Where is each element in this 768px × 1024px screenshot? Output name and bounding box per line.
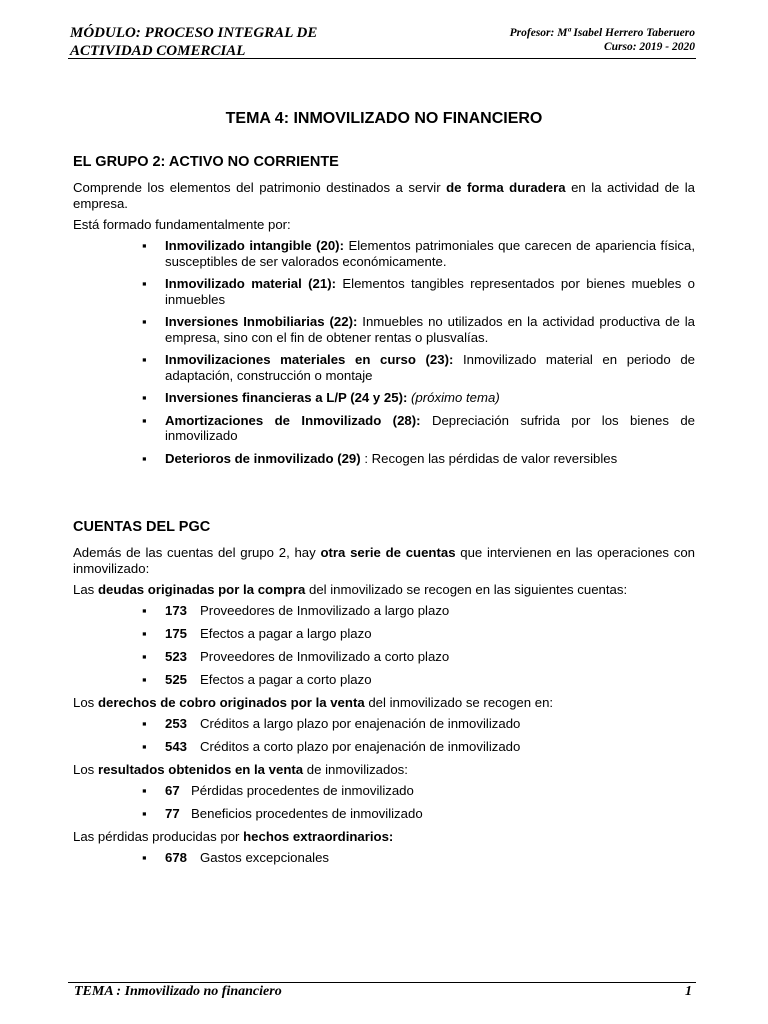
asset-item-label: Inmovilizaciones materiales en curso (23): <box>165 352 454 367</box>
account-code: 173 <box>165 603 188 618</box>
section1-intro <box>73 180 695 212</box>
p1-post: que intervienen en las operaciones con inmovilizado: <box>73 545 696 576</box>
section1-intro2: Está formado fundamentalmente por: <box>73 217 291 232</box>
header-teacher <box>440 26 695 54</box>
account-item <box>165 626 695 642</box>
p1-pre: Además de las cuentas del grupo 2, hay <box>73 545 321 560</box>
asset-item-text: : Recogen las pérdidas de valor reversibles <box>360 450 618 466</box>
account-code: 543 <box>165 739 188 754</box>
account-item <box>165 783 695 799</box>
account-code: 253 <box>165 716 188 731</box>
asset-item-text: (próximo tema) <box>407 390 500 405</box>
section-spacer <box>73 473 695 519</box>
p2-bold: deudas originadas por la compra <box>97 582 306 597</box>
asset-item-label: Deterioros de inmovilizado (29) <box>165 450 361 466</box>
section2-heading: CUENTAS DEL PGC <box>73 519 211 535</box>
section2-paragraph5 <box>73 829 695 845</box>
account-item <box>165 739 695 755</box>
account-code: 67 <box>165 783 180 798</box>
asset-item-text: Elementos patrimoniales que carecen de apariencia física, susceptibles de ser valorados económicamente. <box>165 238 696 269</box>
p5-pre: Las pérdidas producidas por <box>73 829 244 844</box>
asset-item-text: Elementos tangibles representados por bienes muebles o inmuebles <box>165 276 695 307</box>
p5-bold: hechos extraordinarios: <box>243 829 394 844</box>
account-item <box>165 716 695 732</box>
account-text: Pérdidas procedentes de inmovilizado <box>191 783 414 798</box>
asset-item-text: Depreciación sufrida por los bienes de inmovilizado <box>165 412 695 443</box>
section2-paragraph3 <box>73 695 695 711</box>
asset-item-label: Amortizaciones de Inmovilizado (28): <box>165 412 421 428</box>
section1-intro-pre: Comprende los elementos del patrimonio destinados a servir <box>73 180 447 195</box>
header-module-line2: ACTIVIDAD COMERCIAL <box>70 43 246 59</box>
p2-post: del inmovilizado se recogen en las siguientes cuentas: <box>305 582 628 597</box>
asset-item <box>165 451 695 467</box>
header-professor: Profesor: Mª Isabel Herrero Taberuero <box>509 27 695 39</box>
page-number: 1 <box>685 984 692 999</box>
p2-pre: Las <box>73 582 98 597</box>
asset-item <box>165 413 695 444</box>
header-module-line1: MÓDULO: PROCESO INTEGRAL DE <box>70 25 318 41</box>
account-text: Efectos a pagar a corto plazo <box>200 672 372 687</box>
p3-post: del inmovilizado se recogen en: <box>364 695 554 710</box>
account-text: Proveedores de Inmovilizado a corto plazo <box>200 649 450 664</box>
p1-bold: otra serie de cuentas <box>320 545 456 560</box>
section2-paragraph2 <box>73 582 695 598</box>
document-body <box>73 110 695 873</box>
header-course: Curso: 2019 - 2020 <box>603 41 695 53</box>
asset-item-label: Inversiones financieras a L/P (24 y 25): <box>165 390 408 405</box>
asset-item <box>165 314 695 345</box>
account-item <box>165 806 695 822</box>
p3-bold: derechos de cobro originados por la venta <box>97 695 365 710</box>
account-code: 525 <box>165 672 188 687</box>
account-text: Proveedores de Inmovilizado a largo plazo <box>200 603 450 618</box>
footer-topic: TEMA : Inmovilizado no financiero <box>74 984 282 999</box>
account-code: 523 <box>165 649 188 664</box>
section1-intro-post: en la actividad de la empresa. <box>73 180 695 211</box>
header-rule <box>68 58 696 59</box>
debt-accounts-list <box>73 603 695 688</box>
account-text: Créditos a largo plazo por enajenación de inmovilizado <box>200 716 521 731</box>
rights-accounts-list <box>73 716 695 755</box>
account-item <box>165 649 695 665</box>
asset-item <box>165 238 695 269</box>
account-item <box>165 672 695 688</box>
account-item <box>165 850 695 866</box>
account-text: Efectos a pagar a largo plazo <box>200 626 372 641</box>
results-accounts-list <box>73 783 695 822</box>
account-code: 678 <box>165 850 188 865</box>
footer-rule <box>68 982 696 983</box>
section2-paragraph4 <box>73 762 695 778</box>
p4-bold: resultados obtenidos en la venta <box>97 762 304 777</box>
p4-pre: Los <box>73 762 98 777</box>
asset-item <box>165 390 695 406</box>
account-text: Gastos excepcionales <box>200 850 330 865</box>
asset-item <box>165 352 695 383</box>
section1-heading: EL GRUPO 2: ACTIVO NO CORRIENTE <box>73 154 339 170</box>
account-item <box>165 603 695 619</box>
asset-item-text: Inmovilizado material en periodo de adaptación, construcción o montaje <box>165 352 695 383</box>
header-module <box>70 24 370 60</box>
asset-item-label: Inmovilizado intangible (20): <box>165 238 344 253</box>
account-text: Créditos a corto plazo por enajenación de inmovilizado <box>200 739 521 754</box>
asset-items-list <box>73 238 695 466</box>
account-code: 77 <box>165 806 180 821</box>
section2-paragraph1 <box>73 545 695 577</box>
asset-item-text: Inmuebles no utilizados en la actividad productiva de la empresa, sino con el fin de obtener rentas o plusvalías. <box>165 314 695 345</box>
account-code: 175 <box>165 626 188 641</box>
p4-post: de inmovilizados: <box>303 762 408 777</box>
section1-intro-bold: de forma duradera <box>446 180 566 195</box>
asset-item-label: Inmovilizado material (21): <box>165 276 336 291</box>
document-title: TEMA 4: INMOVILIZADO NO FINANCIERO <box>225 110 543 127</box>
p3-pre: Los <box>73 695 98 710</box>
asset-item-label: Inversiones Inmobiliarias (22): <box>165 314 358 329</box>
extraordinary-accounts-list <box>73 850 695 866</box>
account-text: Beneficios procedentes de inmovilizado <box>191 806 423 821</box>
asset-item <box>165 276 695 307</box>
